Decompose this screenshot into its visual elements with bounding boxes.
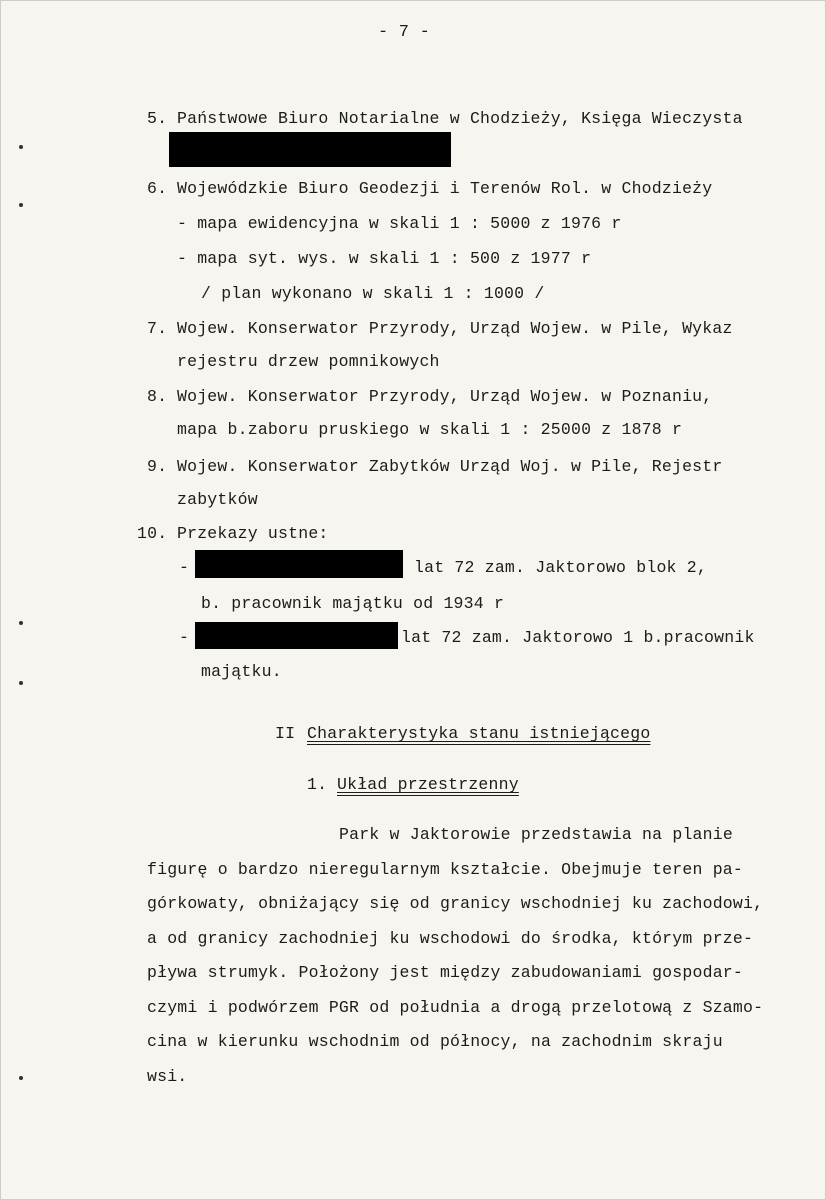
page-number: - 7 - [378, 23, 431, 42]
subsection-prefix: 1. [307, 775, 328, 794]
paragraph-line: Park w Jaktorowie przedstawia na planie [339, 825, 733, 844]
paragraph-line: figurę o bardzo nieregularnym kształcie. Obejmuje teren pa- [147, 860, 743, 879]
item-8-cont: mapa b.zaboru pruskiego w skali 1 : 25000 z 1878 r [177, 420, 683, 439]
paragraph-line: czymi i podwórzem PGR od południa a drogą przelotową z Szamo- [147, 998, 764, 1017]
margin-dot [19, 681, 23, 685]
witness-1-cont: b. pracownik majątku od 1934 r [201, 594, 505, 613]
subsection-title: Układ przestrzenny [337, 775, 519, 794]
margin-dot [19, 203, 23, 207]
section-title: Charakterystyka stanu istniejącego [307, 724, 651, 743]
item-6-number: 6. [147, 179, 168, 198]
paragraph-line: cina w kierunku wschodnim od północy, na zachodnim skraju [147, 1032, 723, 1051]
paragraph-line: wsi. [147, 1067, 188, 1086]
paragraph-line: a od granicy zachodniej ku wschodowi do środka, którym prze- [147, 929, 754, 948]
witness-2-text: lat 72 zam. Jaktorowo 1 b.pracownik [401, 628, 755, 647]
item-7-number: 7. [147, 319, 168, 338]
witness-1-text: lat 72 zam. Jaktorowo blok 2, [414, 558, 707, 577]
item-6-sub-3: / plan wykonano w skali 1 : 1000 / [201, 284, 545, 303]
item-7-text: Wojew. Konserwator Przyrody, Urząd Wojew. w Pile, Wykaz [177, 319, 733, 338]
item-5-text: Państwowe Biuro Notarialne w Chodzieży, Księga Wieczysta [177, 109, 743, 128]
margin-dot [19, 145, 23, 149]
item-10-text: Przekazy ustne: [177, 524, 329, 543]
witness-2-dash: - [179, 628, 190, 647]
witness-2-cont: majątku. [201, 662, 282, 681]
section-prefix: II [275, 724, 296, 743]
margin-dot [19, 621, 23, 625]
paragraph-line: pływa strumyk. Położony jest między zabudowaniami gospodar- [147, 963, 743, 982]
margin-dot [19, 1076, 23, 1080]
witness-1-dash: - [179, 558, 190, 577]
item-6-sub-2: - mapa syt. wys. w skali 1 : 500 z 1977 r [177, 249, 592, 268]
item-5-number: 5. [147, 109, 168, 128]
item-8-number: 8. [147, 387, 168, 406]
item-7-cont: rejestru drzew pomnikowych [177, 352, 440, 371]
redaction-block [169, 132, 451, 167]
redaction-block [195, 622, 398, 649]
item-9-number: 9. [147, 457, 168, 476]
redaction-block [195, 550, 403, 578]
item-8-text: Wojew. Konserwator Przyrody, Urząd Wojew. w Poznaniu, [177, 387, 713, 406]
item-9-text: Wojew. Konserwator Zabytków Urząd Woj. w Pile, Rejestr [177, 457, 723, 476]
paragraph-line: górkowaty, obniżający się od granicy wschodniej ku zachodowi, [147, 894, 764, 913]
item-9-cont: zabytków [177, 490, 258, 509]
item-6-text: Wojewódzkie Biuro Geodezji i Terenów Rol. w Chodzieży [177, 179, 713, 198]
item-10-number: 10. [137, 524, 168, 543]
item-6-sub-1: - mapa ewidencyjna w skali 1 : 5000 z 1976 r [177, 214, 622, 233]
